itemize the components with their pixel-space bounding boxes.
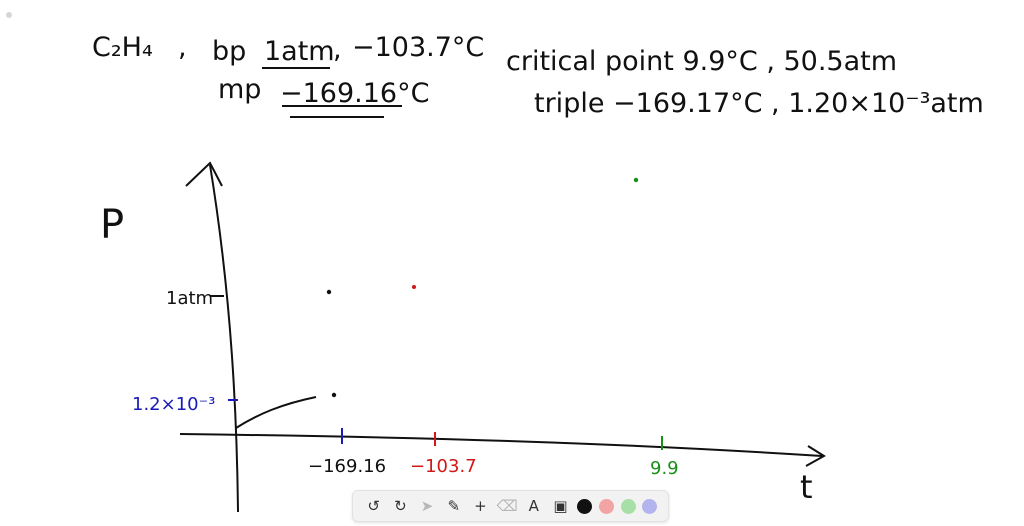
comma: ,	[178, 32, 187, 63]
triple-point-dot	[332, 393, 336, 397]
select-pointer-icon[interactable]: ➤	[420, 496, 434, 515]
pressure-axis	[186, 163, 238, 512]
x-tick-critical	[650, 436, 679, 479]
x-tick-label-mp: −169.16	[308, 456, 387, 477]
x-tick-label-bp: −103.7	[410, 456, 477, 477]
notes-line-1	[92, 32, 897, 77]
color-swatch-blue[interactable]	[642, 499, 657, 514]
critical-point-dot	[634, 178, 638, 182]
x-axis-label: t	[800, 468, 813, 506]
y-tick-label-triple-pressure: 1.2×10⁻³	[132, 394, 216, 415]
comma: ,	[333, 34, 342, 65]
temperature-axis	[180, 434, 824, 466]
color-swatch-black[interactable]	[577, 499, 592, 514]
y-axis-arrowhead	[186, 163, 222, 186]
pen-icon[interactable]: ✎	[447, 496, 461, 515]
drawing-toolbar	[352, 490, 669, 522]
mp-value: −169.16°C	[280, 78, 430, 109]
triple-point-note: triple −169.17°C , 1.20×10⁻³atm	[534, 88, 984, 119]
image-icon[interactable]: ▣	[553, 496, 568, 515]
y-tick-1atm	[166, 288, 224, 309]
melting-point-dot	[327, 290, 331, 294]
eraser-icon[interactable]: ⌫	[496, 496, 518, 515]
y-tick-label-1atm: 1atm	[166, 288, 214, 309]
y-tick-triple-pressure	[132, 394, 238, 415]
bp-value: −103.7°C	[352, 32, 485, 63]
x-tick-label-critical: 9.9	[650, 458, 679, 479]
add-icon[interactable]: +	[474, 496, 487, 515]
notes-line-2	[218, 74, 984, 119]
bp-pressure: 1atm	[264, 36, 335, 67]
compound-formula: C₂H₄	[92, 32, 153, 63]
color-swatch-red[interactable]	[599, 499, 614, 514]
y-axis-label: P	[100, 202, 125, 248]
text-icon[interactable]: A	[528, 496, 539, 515]
mp-label: mp	[218, 74, 262, 105]
sublimation-curve	[236, 397, 316, 428]
undo-icon[interactable]: ↺	[367, 496, 380, 515]
critical-point-note: critical point 9.9°C , 50.5atm	[506, 46, 898, 77]
bp-label: bp	[212, 36, 247, 67]
color-swatch-green[interactable]	[621, 499, 636, 514]
boiling-point-dot	[412, 285, 416, 289]
redo-icon[interactable]: ↻	[394, 496, 407, 515]
